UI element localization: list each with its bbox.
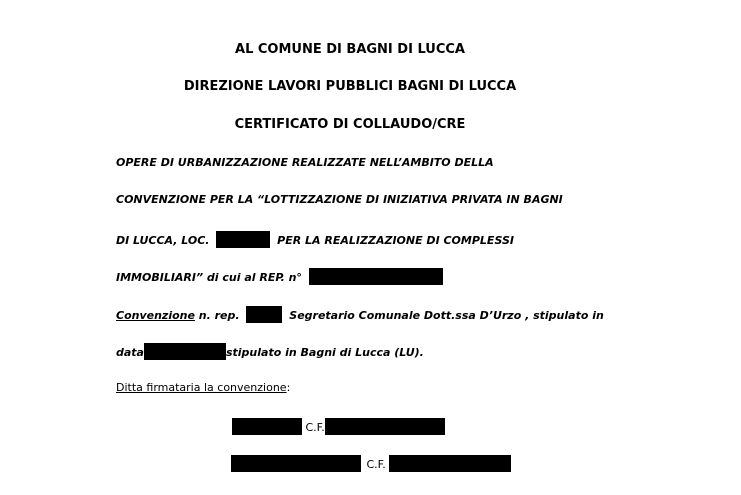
header-line-direzione: DIREZIONE LAVORI PUBBLICI BAGNI DI LUCCA bbox=[183, 79, 517, 94]
body-line-3-start: DI LUCCA, LOC. bbox=[116, 234, 210, 247]
redacted-date bbox=[144, 343, 226, 360]
body-line-5 bbox=[116, 306, 604, 323]
redacted-rep-number bbox=[309, 268, 443, 285]
body-line-6 bbox=[116, 343, 424, 360]
redacted-location bbox=[216, 231, 270, 248]
document-title: CERTIFICATO DI COLLAUDO/CRE bbox=[234, 117, 466, 132]
body-line-5-rep: n. rep. bbox=[198, 309, 240, 322]
ditta-firmataria-label bbox=[116, 381, 290, 394]
body-line-6-data: data bbox=[116, 346, 144, 359]
body-line-2: CONVENZIONE PER LA “LOTTIZZAZIONE DI INIZIATIVA PRIVATA IN BAGNI bbox=[116, 193, 563, 206]
redacted-signatory-name-2 bbox=[231, 455, 361, 472]
ditta-colon: : bbox=[286, 381, 291, 394]
signatory-row-2 bbox=[231, 455, 511, 472]
ditta-firmataria-text: Ditta firmataria la convenzione bbox=[116, 381, 287, 394]
redacted-cf-2 bbox=[389, 455, 511, 472]
redacted-signatory-name-1 bbox=[232, 418, 302, 435]
redacted-cf-1 bbox=[325, 418, 445, 435]
body-line-4 bbox=[116, 268, 443, 285]
header-line-comune: AL COMUNE DI BAGNI DI LUCCA bbox=[235, 42, 465, 57]
convenzione-word: Convenzione bbox=[116, 309, 195, 322]
body-line-5-end: Segretario Comunale Dott.ssa D’Urzo , stipulato in bbox=[289, 309, 604, 322]
body-line-3-end: PER LA REALIZZAZIONE DI COMPLESSI bbox=[277, 234, 514, 247]
body-line-3 bbox=[116, 231, 514, 248]
body-line-6-end: stipulato in Bagni di Lucca (LU). bbox=[225, 346, 424, 359]
cf-label-1: C.F. bbox=[305, 421, 325, 434]
redacted-convenzione-rep bbox=[246, 306, 282, 323]
signatory-row-1 bbox=[232, 418, 445, 435]
cf-label-2: C.F. bbox=[366, 458, 386, 471]
body-line-1: OPERE DI URBANIZZAZIONE REALIZZATE NELL’AMBITO DELLA bbox=[116, 156, 494, 169]
body-line-4-text: IMMOBILIARI” di cui al REP. n° bbox=[116, 271, 302, 284]
